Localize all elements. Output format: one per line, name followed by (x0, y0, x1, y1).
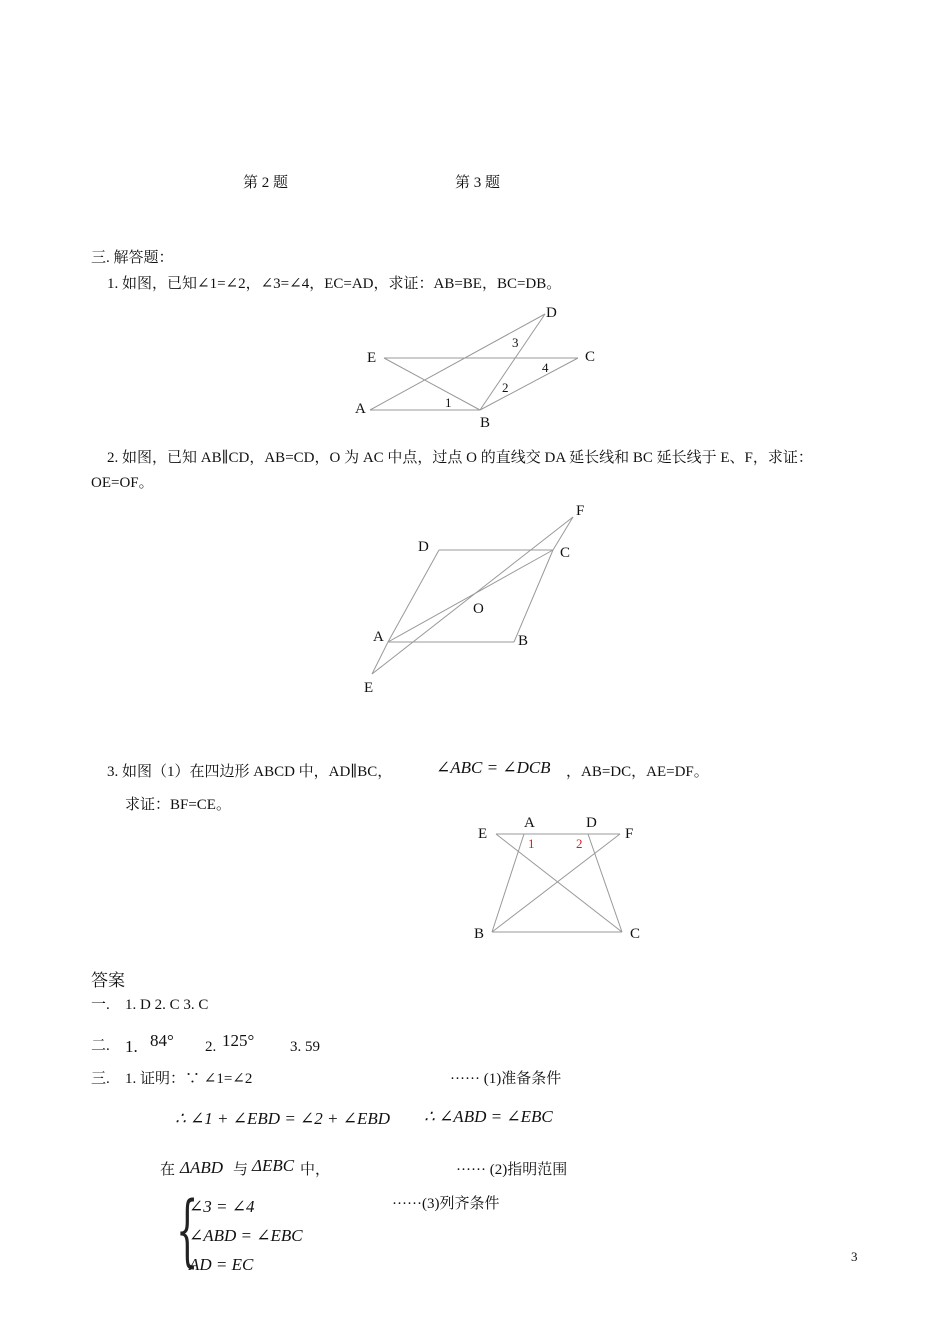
answer-row2-a3: 3. 59 (290, 1039, 320, 1055)
figure-problem-2 (350, 500, 610, 700)
angle-label-3: 3 (512, 335, 519, 350)
label-D: D (586, 815, 597, 831)
page-number: 3 (851, 1249, 858, 1264)
section-heading: 三. 解答题： (91, 250, 174, 266)
problem-3-math: ∠ABC = ∠DCB (436, 758, 551, 777)
answer-row1-items: 1. D 2. C 3. C (125, 997, 209, 1013)
label-B: B (480, 415, 491, 431)
figure-problem-1 (340, 300, 620, 440)
label-E: E (364, 680, 374, 696)
proof-triangle-ebc: ΔEBC (252, 1156, 295, 1175)
problem-3-text-line2: 求证：BF=CE。 (125, 797, 231, 813)
label-F: F (576, 503, 585, 519)
problem-3-text-b: ，AB=DC，AE=DF。 (566, 764, 709, 780)
label-E: E (478, 826, 488, 842)
label-D: D (418, 539, 429, 555)
proof-step-3-pre: 在 (160, 1162, 176, 1178)
label-D: D (546, 305, 557, 321)
label-F: F (625, 826, 634, 842)
label-A: A (373, 629, 384, 645)
proof-note-3: ······(3)列齐条件 (392, 1196, 500, 1212)
answer-row2-v2: 125° (222, 1031, 255, 1050)
problem-1-text: 1. 如图，已知∠1=∠2，∠3=∠4，EC=AD，求证：AB=BE，BC=DB。 (107, 276, 562, 292)
problem-3-text-a: 3. 如图（1）在四边形 ABCD 中，AD∥BC， (107, 764, 393, 780)
problem-2-text-line2: OE=OF。 (91, 475, 154, 491)
answers-heading: 答案 (91, 971, 125, 990)
answer-row2-prefix: 二. (91, 1038, 110, 1054)
label-E: E (367, 350, 377, 366)
label-B: B (474, 926, 485, 942)
proof-step-2a: ∴ ∠1 + ∠EBD = ∠2 + ∠EBD (175, 1109, 391, 1128)
figure-problem-3 (470, 810, 650, 950)
system-line-1: ∠3 = ∠4 (189, 1197, 255, 1216)
caption-q2: 第 2 题 (243, 175, 289, 191)
answer-row1-prefix: 一. (91, 997, 110, 1013)
angle-label-1: 1 (445, 395, 452, 410)
proof-start: 1. 证明：∵ ∠1=∠2 (125, 1071, 253, 1087)
label-O: O (473, 601, 484, 617)
proof-note-1: ······ (1)准备条件 (450, 1071, 562, 1087)
problem-2-text-line1: 2. 如图，已知 AB∥CD，AB=CD，O 为 AC 中点，过点 O 的直线交 DA 延长线和 BC 延长线于 E、F，求证： (107, 450, 813, 466)
proof-note-2: ······ (2)指明范围 (456, 1162, 568, 1178)
system-brace: { (176, 1186, 199, 1276)
answer-row2-v1: 84° (150, 1031, 174, 1050)
proof-triangle-abd: ΔABD (180, 1158, 224, 1177)
label-A: A (355, 401, 366, 417)
label-C: C (630, 926, 641, 942)
answer-row3-prefix: 三. (91, 1071, 110, 1087)
system-line-3: AD = EC (189, 1255, 254, 1274)
angle-label-1: 1 (528, 836, 535, 851)
caption-q3: 第 3 题 (455, 175, 501, 191)
answer-row2-a2: 2. (205, 1039, 217, 1055)
label-C: C (560, 545, 571, 561)
angle-label-2: 2 (502, 380, 509, 395)
label-C: C (585, 349, 596, 365)
answer-row2-a1: 1. (125, 1037, 138, 1056)
proof-step-3-post: 中， (300, 1162, 331, 1178)
angle-label-4: 4 (542, 360, 549, 375)
system-line-2: ∠ABD = ∠EBC (189, 1226, 303, 1245)
proof-step-3-mid: 与 (233, 1162, 249, 1178)
label-B: B (518, 633, 529, 649)
angle-label-2: 2 (576, 836, 583, 851)
label-A: A (524, 815, 535, 831)
proof-step-2b: ∴ ∠ABD = ∠EBC (424, 1107, 553, 1126)
